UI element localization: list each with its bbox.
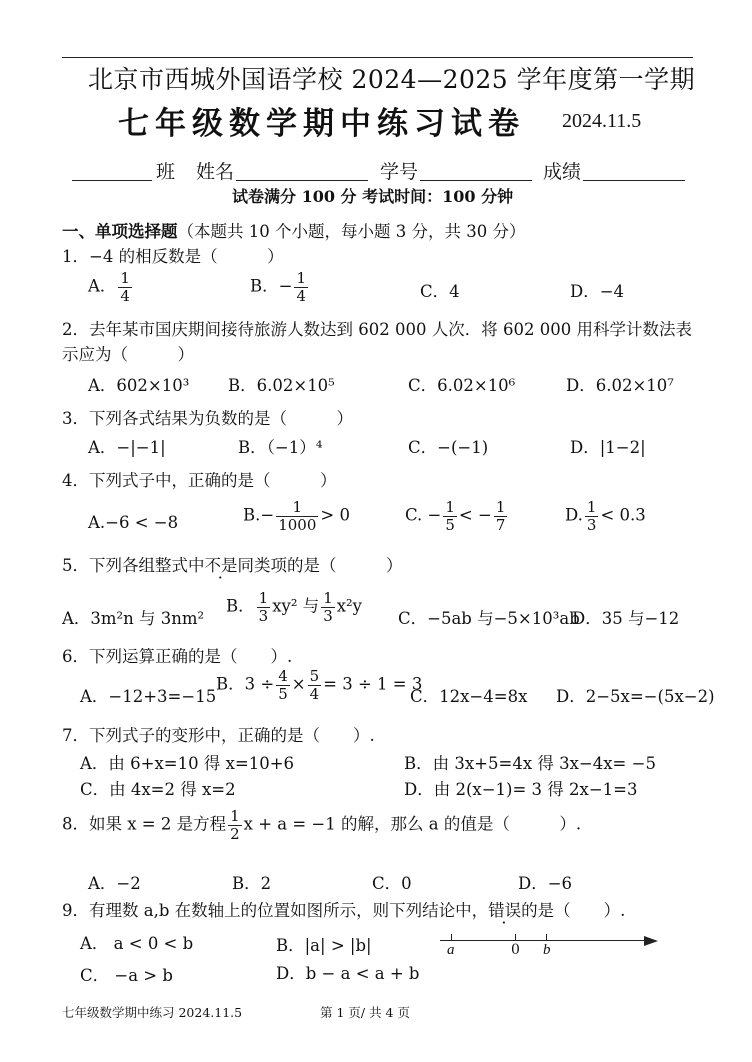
q8-option-a: A．−2 <box>88 874 141 893</box>
q1-a-num: 1 <box>120 269 130 287</box>
q9-emphasis: 错误 <box>488 901 522 920</box>
q5-b-num2: 1 <box>323 589 333 607</box>
q8-option-d: D．−6 <box>518 874 573 893</box>
q4-c-den2: 7 <box>495 515 506 534</box>
q5-option-d: D．35 与−12 <box>572 609 680 628</box>
q4-d-num: 1 <box>586 498 597 516</box>
q5-b-den2: 3 <box>323 606 333 625</box>
q4-c-fraction2 <box>494 499 508 533</box>
class-label: 班 <box>156 161 176 183</box>
q6-option-d: D．2−5x=−(5x−2) <box>556 687 715 706</box>
q9-option-a: A． a < 0 < b <box>80 934 194 953</box>
q8-stem <box>62 808 581 842</box>
q6-b-mid: × <box>291 674 306 694</box>
q7-option-d: D．由 2(x−1)= 3 得 2x−1=3 <box>404 780 638 799</box>
q2-stem-line1: 2．去年某市国庆期间接待旅游人数达到 602 000 人次．将 602 000 用科学计数法表 <box>62 320 692 339</box>
q6-stem: 6．下列运算正确的是（ ）. <box>62 647 293 666</box>
q9-stem-post: 的是（ ）. <box>521 901 626 920</box>
q4-b-fraction <box>276 499 318 533</box>
q6-option-a: A．−12+3=−15 <box>80 687 217 706</box>
q3-option-a: A．−|−1| <box>88 438 166 457</box>
q7-stem: 7．下列式子的变形中，正确的是（ ）. <box>62 726 375 745</box>
exam-subtitle: 试卷满分 100 分 考试时间：100 分钟 <box>232 187 514 206</box>
id-blank <box>420 180 532 181</box>
q1-b-label: B． <box>250 276 279 296</box>
q6-b-num1: 4 <box>278 667 288 685</box>
q9-option-d: D．b − a < a + b <box>276 964 420 983</box>
q4-c-mid: < − <box>458 505 492 525</box>
q6-b-den2: 4 <box>309 684 320 703</box>
q1-option-a <box>88 270 134 304</box>
q2-option-b: B．6.02×10⁵ <box>228 376 335 395</box>
axis-label-zero: 0 <box>511 942 520 958</box>
q1-stem: 1．−4 的相反数是（ ） <box>62 247 284 266</box>
q5-stem <box>62 552 403 576</box>
q5-emphasis: 不是 <box>204 556 238 575</box>
q3-option-b: B．（−1）⁴ <box>238 438 323 457</box>
q2-stem-line2: 示应为（ ） <box>62 345 194 364</box>
q8-num: 1 <box>230 807 240 825</box>
q4-c-label: C. − <box>405 505 442 525</box>
q6-b-label: B．3 ÷ <box>216 674 275 694</box>
q5-b-num1: 1 <box>258 589 269 607</box>
footer-page: 第 1 页/ 共 4 页 <box>320 1005 410 1020</box>
q1-b-num: 1 <box>296 269 307 287</box>
q5-option-a: A．3m²n 与 3nm² <box>62 609 205 628</box>
q6-b-tail: = 3 ÷ 1 = 3 <box>323 674 423 694</box>
q1-b-fraction <box>294 270 308 304</box>
q4-d-label: D. <box>565 505 583 525</box>
section-note: （本题共 10 个小题，每小题 3 分，共 30 分） <box>177 222 526 241</box>
q6-option-b <box>216 668 422 702</box>
q2-option-d: D．6.02×10⁷ <box>566 376 674 395</box>
q7-option-b: B．由 3x+5=4x 得 3x−4x= −5 <box>404 754 656 773</box>
q4-stem: 4．下列式子中，正确的是（ ） <box>62 471 337 490</box>
q5-option-b <box>226 590 362 624</box>
q5-b-tail: x²y <box>336 596 362 616</box>
q8-stem-post: x + a = −1 的解，那么 a 的值是（ ）. <box>243 814 582 834</box>
q3-option-d: D．|1−2| <box>570 438 646 457</box>
q1-a-fraction <box>118 270 132 304</box>
q1-option-c: C．4 <box>420 282 460 301</box>
q6-b-fraction1 <box>276 668 290 702</box>
name-blank <box>236 180 368 181</box>
q8-option-c: C．0 <box>372 874 412 893</box>
q4-c-den1: 5 <box>445 515 455 534</box>
q3-option-c: C．−(−1) <box>408 438 489 457</box>
q6-b-num2: 5 <box>309 667 320 685</box>
footer-left: 七年级数学期中练习 2024.11.5 <box>62 1005 243 1020</box>
section-heading <box>62 218 525 242</box>
arrow-icon <box>644 936 658 946</box>
q4-d-fraction <box>585 499 599 533</box>
q4-option-b <box>243 499 350 533</box>
q8-stem-pre: 8．如果 x = 2 是方程 <box>62 814 227 834</box>
name-label: 姓名 <box>196 161 235 183</box>
q8-den: 2 <box>230 824 240 843</box>
tick-zero <box>515 934 516 941</box>
q1-b-neg: − <box>278 276 293 296</box>
q7-option-c: C．由 4x=2 得 x=2 <box>80 780 236 799</box>
q1-b-den: 4 <box>296 286 307 305</box>
axis-label-b: b <box>543 942 551 958</box>
q4-b-num: 1 <box>276 499 318 517</box>
school-line: 北京市西城外国语学校 2024—2025 学年度第一学期 <box>88 65 696 94</box>
q4-c-num2: 1 <box>495 498 506 516</box>
tick-a <box>451 934 452 941</box>
number-line <box>440 940 647 941</box>
q1-option-b <box>250 270 310 304</box>
q2-option-c: C．6.02×10⁶ <box>408 376 516 395</box>
q5-stem-pre: 5．下列各组整式中 <box>62 556 205 575</box>
q4-d-den: 3 <box>586 515 597 534</box>
header-rule <box>62 57 693 58</box>
q5-b-den1: 3 <box>258 606 269 625</box>
q1-a-label: A． <box>88 276 117 296</box>
exam-title: 七年级数学期中练习试卷 <box>118 106 525 142</box>
q3-stem: 3．下列各式结果为负数的是（ ） <box>62 409 353 428</box>
q9-option-b: B．|a| > |b| <box>276 936 372 955</box>
axis-label-a: a <box>447 942 455 958</box>
q4-option-c <box>405 499 509 533</box>
q4-b-tail: > 0 <box>320 505 350 525</box>
q4-b-den: 1000 <box>278 515 317 534</box>
q5-option-c: C．−5ab 与−5×10³ab <box>398 609 580 628</box>
q4-c-num1: 1 <box>445 498 455 516</box>
id-label: 学号 <box>380 161 419 183</box>
q5-b-label: B． <box>226 596 255 616</box>
q9-option-c: C． −a > b <box>80 966 173 985</box>
q5-b-mid: xy² 与 <box>272 596 320 616</box>
q4-option-a: A.−6 < −8 <box>88 513 179 532</box>
q6-b-fraction2 <box>308 668 322 702</box>
q9-stem <box>62 897 625 921</box>
exam-date: 2024.11.5 <box>562 110 642 132</box>
q9-stem-pre: 9．有理数 a,b 在数轴上的位置如图所示，则下列结论中， <box>62 901 489 920</box>
q7-option-a: A．由 6+x=10 得 x=10+6 <box>80 754 295 773</box>
q5-b-fraction1 <box>257 590 271 624</box>
q4-d-tail: < 0.3 <box>600 505 646 525</box>
q4-c-fraction1 <box>443 499 457 533</box>
q2-option-a: A．602×10³ <box>88 376 190 395</box>
section-title: 一、单项选择题 <box>62 222 178 241</box>
q8-option-b: B．2 <box>232 874 272 893</box>
q8-fraction <box>228 808 242 842</box>
q4-option-d <box>565 499 646 533</box>
q6-option-c: C．12x−4=8x <box>410 687 528 706</box>
q1-option-d: D．−4 <box>570 282 625 301</box>
score-blank <box>583 180 685 181</box>
q4-b-label: B.− <box>243 505 275 525</box>
tick-b <box>546 934 547 941</box>
q5-b-fraction2 <box>321 590 335 624</box>
q5-stem-post: 同类项的是（ ） <box>237 556 403 575</box>
q6-b-den1: 5 <box>278 684 288 703</box>
class-blank <box>72 180 152 181</box>
q1-a-den: 4 <box>120 286 130 305</box>
score-label: 成绩 <box>543 161 582 183</box>
